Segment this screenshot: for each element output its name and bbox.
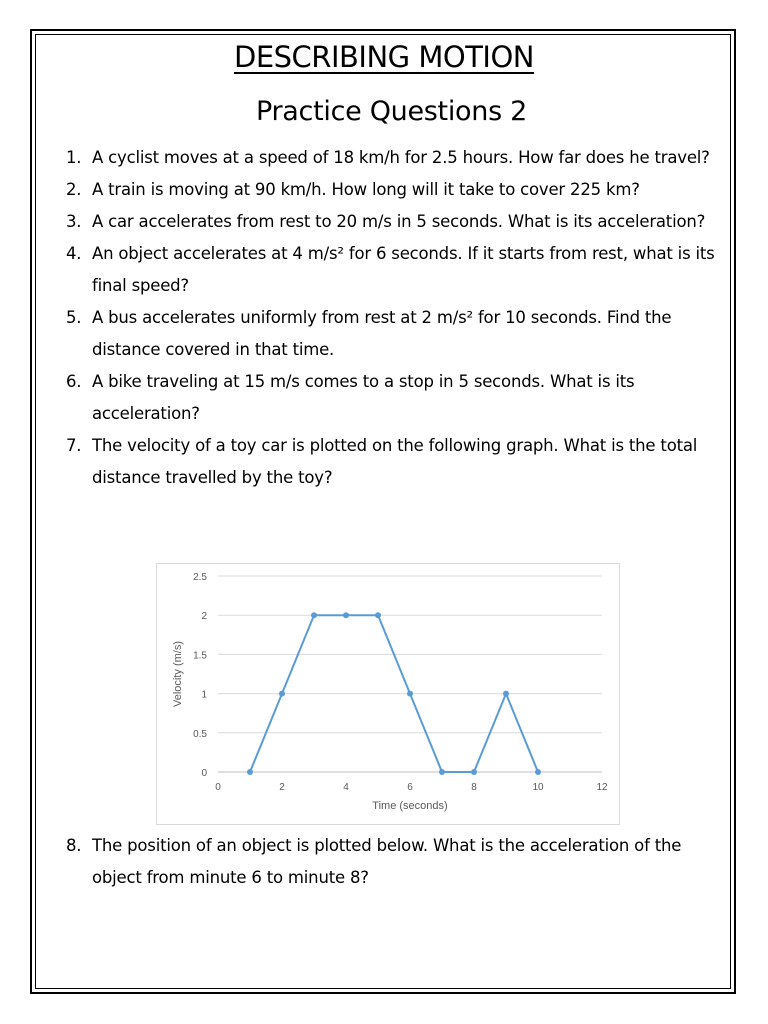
question-item: [66, 238, 726, 302]
question-number: 7.: [66, 436, 82, 455]
question-item: [66, 366, 726, 430]
y-tick-label: 1.5: [193, 650, 207, 662]
x-tick-label: 0: [215, 782, 221, 793]
question-text: An object accelerates at 4 m/s² for 6 seconds. If it starts from rest, what is its final speed?: [92, 244, 715, 295]
question-text: A train is moving at 90 km/h. How long will it take to cover 225 km?: [92, 180, 640, 199]
y-tick-label: 2.5: [193, 572, 207, 583]
question-text: A cyclist moves at a speed of 18 km/h for 2.5 hours. How far does he travel?: [92, 148, 710, 167]
question-number: 5.: [66, 308, 82, 327]
question-text: The velocity of a toy car is plotted on the following graph. What is the total distance travelled by the toy?: [92, 436, 698, 487]
x-tick-label: 12: [596, 782, 608, 793]
question-text: The position of an object is plotted below. What is the acceleration of the object from minute 6 to minute 8?: [92, 836, 682, 887]
question-number: 4.: [66, 244, 82, 263]
y-tick-label: 1: [201, 689, 207, 701]
y-tick-label: 0.5: [193, 728, 207, 740]
question-number: 1.: [66, 148, 82, 167]
x-tick-label: 6: [407, 782, 413, 793]
x-axis-label: Time (seconds): [372, 800, 448, 812]
data-point: [535, 769, 541, 775]
y-tick-label: 0: [201, 768, 207, 779]
x-tick-label: 10: [532, 782, 544, 793]
worksheet-subtitle: Practice Questions 2: [255, 96, 527, 127]
question-number: 6.: [66, 372, 82, 391]
question-number: 8.: [66, 836, 82, 855]
x-tick-label: 4: [343, 782, 349, 793]
question-text: A bus accelerates uniformly from rest at 2 m/s² for 10 seconds. Find the distance covered in that time.: [92, 308, 672, 359]
question-item: [66, 830, 726, 894]
y-axis-label: Velocity (m/s): [172, 640, 184, 708]
data-point: [439, 769, 445, 775]
worksheet-title: DESCRIBING MOTION: [234, 40, 534, 74]
data-point: [247, 769, 253, 775]
question-text: A car accelerates from rest to 20 m/s in 5 seconds. What is its acceleration?: [92, 212, 706, 231]
x-tick-label: 2: [279, 782, 285, 793]
x-tick-label: 8: [471, 782, 477, 793]
question-item: [66, 430, 726, 494]
question-number: 2.: [66, 180, 82, 199]
data-point: [407, 691, 413, 697]
y-tick-label: 2: [201, 611, 207, 623]
velocity-time-chart: [156, 563, 620, 825]
question-item: [66, 302, 726, 366]
chart-canvas: [157, 564, 619, 824]
question-item: [66, 206, 726, 238]
data-point: [343, 612, 349, 618]
question-item: [66, 174, 726, 206]
data-point: [279, 691, 285, 697]
data-point: [503, 691, 509, 697]
question-text: A bike traveling at 15 m/s comes to a stop in 5 seconds. What is its acceleration?: [92, 372, 635, 423]
data-point: [311, 612, 317, 618]
data-point: [471, 769, 477, 775]
question-number: 3.: [66, 212, 82, 231]
data-point: [375, 612, 381, 618]
question-item: [66, 142, 726, 174]
question-list: [66, 142, 726, 494]
